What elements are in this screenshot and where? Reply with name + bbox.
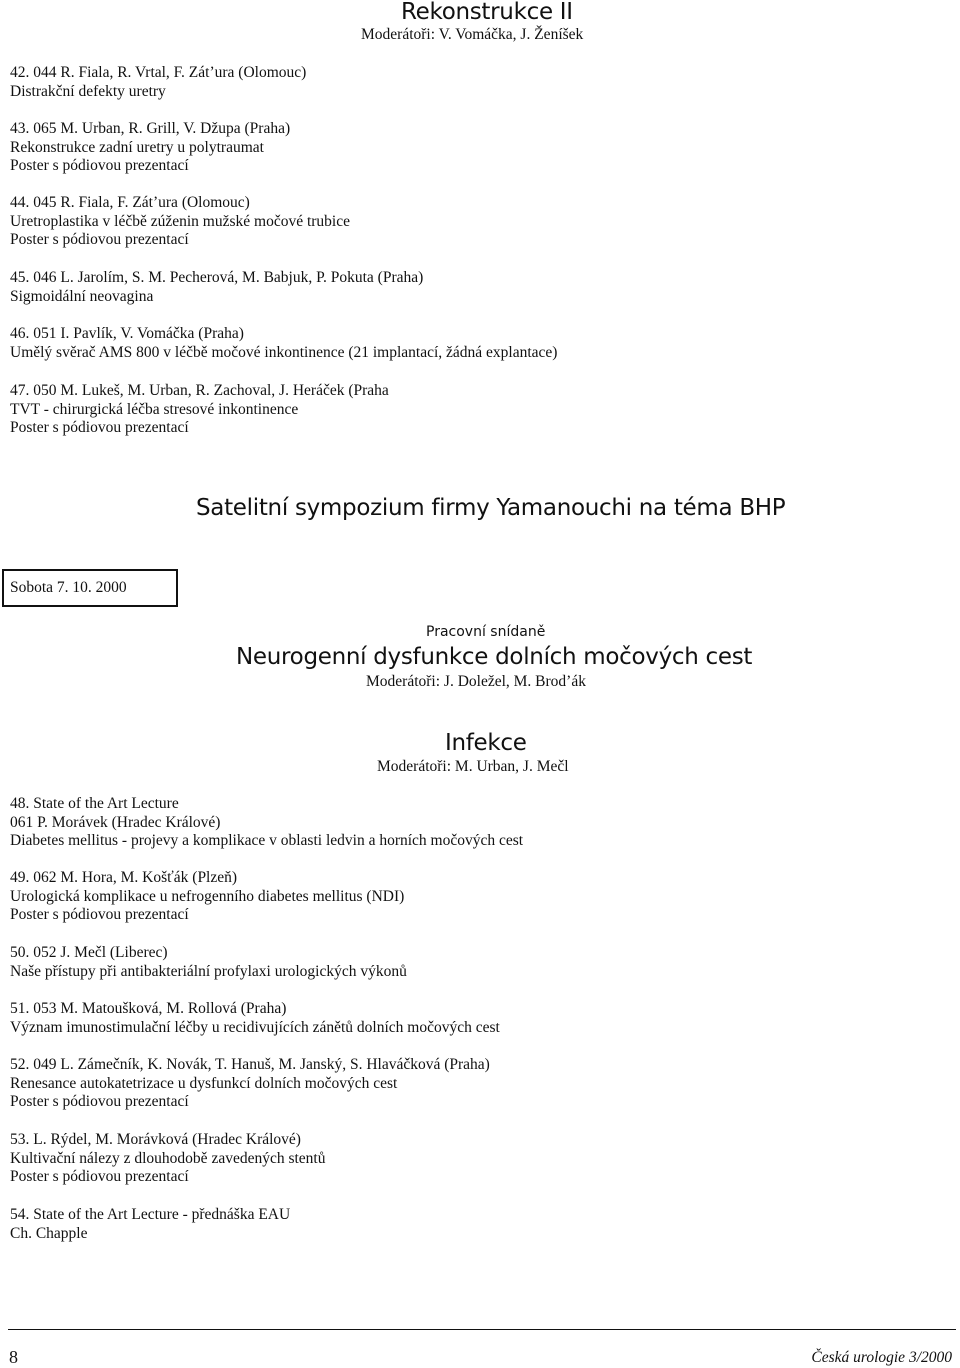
- entry-line: Uretroplastika v léčbě zúženin mužské močové trubice: [10, 212, 351, 230]
- infection-moderators: Moderátoři: M. Urban, J. Mečl: [377, 758, 569, 775]
- entry-line: Poster s pódiovou prezentací: [10, 231, 189, 249]
- program-entry-46: [10, 325, 557, 362]
- entry-line: Poster s pódiovou prezentací: [10, 1168, 189, 1186]
- program-entry-47: [10, 382, 389, 438]
- section-title-rekonstrukce: Rekonstrukce II: [401, 0, 573, 25]
- entry-line: Význam imunostimulační léčby u recidivujících zánětů dolních močových cest: [10, 1018, 500, 1036]
- symposium-title: Satelitní sympozium firmy Yamanouchi na téma BHP: [196, 495, 786, 521]
- entry-line: 061 P. Morávek (Hradec Králové): [10, 813, 221, 831]
- entry-line: Poster s pódiovou prezentací: [10, 157, 189, 175]
- program-entry-51: [10, 1000, 500, 1037]
- entry-line: Renesance autokatetrizace u dysfunkcí dolních močových cest: [10, 1074, 398, 1092]
- entry-line: Sigmoidální neovagina: [10, 287, 154, 305]
- entry-line: Poster s pódiovou prezentací: [10, 419, 189, 437]
- program-entry-53: [10, 1131, 326, 1187]
- program-entry-44: [10, 194, 350, 250]
- entry-line: Naše přístupy při antibakteriální profylaxi urologických výkonů: [10, 962, 407, 980]
- program-entry-45: [10, 269, 423, 306]
- entry-line: 45. 046 L. Jarolím, S. M. Pecherová, M. Babjuk, P. Pokuta (Praha): [10, 269, 424, 286]
- entry-line: 52. 049 L. Zámečník, K. Novák, T. Hanuš, M. Janský, S. Hlaváčková (Praha): [10, 1056, 490, 1073]
- program-entry-54: [10, 1206, 290, 1243]
- date-box: Sobota 7. 10. 2000: [2, 569, 178, 607]
- breakfast-moderators: Moderátoři: J. Doležel, M. Brod’ák: [366, 673, 586, 690]
- entry-line: 54. State of the Art Lecture - přednáška EAU: [10, 1206, 291, 1223]
- program-entry-48: [10, 795, 523, 851]
- entry-line: 51. 053 M. Matoušková, M. Rollová (Praha): [10, 1000, 287, 1017]
- entry-line: 44. 045 R. Fiala, F. Zát’ura (Olomouc): [10, 194, 250, 211]
- entry-line: 47. 050 M. Lukeš, M. Urban, R. Zachoval, J. Heráček (Praha: [10, 382, 389, 399]
- breakfast-label: Pracovní snídaně: [426, 624, 546, 640]
- entry-line: Ch. Chapple: [10, 1224, 88, 1242]
- entry-line: 48. State of the Art Lecture: [10, 795, 179, 812]
- journal-name: Česká urologie 3/2000: [811, 1349, 952, 1366]
- program-entry-43: [10, 120, 290, 176]
- entry-line: Poster s pódiovou prezentací: [10, 906, 189, 924]
- program-entry-49: [10, 869, 404, 925]
- entry-line: 49. 062 M. Hora, M. Košťák (Plzeň): [10, 869, 238, 886]
- section-moderators-rekonstrukce: Moderátoři: V. Vomáčka, J. Ženíšek: [361, 26, 584, 43]
- entry-line: TVT - chirurgická léčba stresové inkontinence: [10, 400, 299, 418]
- entry-line: 43. 065 M. Urban, R. Grill, V. Džupa (Praha): [10, 120, 291, 137]
- program-entry-42: [10, 64, 306, 101]
- footer-rule: [8, 1329, 956, 1330]
- entry-line: Rekonstrukce zadní uretry u polytraumat: [10, 138, 264, 156]
- program-entry-52: [10, 1056, 490, 1112]
- breakfast-title: Neurogenní dysfunkce dolních močových cest: [236, 644, 753, 670]
- page-number: 8: [9, 1347, 18, 1367]
- entry-line: Umělý svěrač AMS 800 v léčbě močové inkontinence (21 implantací, žádná explantace): [10, 343, 558, 361]
- entry-line: Diabetes mellitus - projevy a komplikace v oblasti ledvin a horních močových cest: [10, 832, 524, 850]
- entry-line: Urologická komplikace u nefrogenního diabetes mellitus (NDI): [10, 887, 405, 905]
- entry-line: 42. 044 R. Fiala, R. Vrtal, F. Zát’ura (Olomouc): [10, 64, 307, 81]
- entry-line: 46. 051 I. Pavlík, V. Vomáčka (Praha): [10, 325, 244, 342]
- infection-title: Infekce: [445, 730, 527, 756]
- entry-line: Poster s pódiovou prezentací: [10, 1093, 189, 1111]
- entry-line: 53. L. Rýdel, M. Morávková (Hradec Králové): [10, 1131, 301, 1148]
- entry-line: Distrakční defekty uretry: [10, 82, 166, 100]
- entry-line: 50. 052 J. Mečl (Liberec): [10, 944, 168, 961]
- program-entry-50: [10, 944, 407, 981]
- entry-line: Kultivační nálezy z dlouhodobě zavedených stentů: [10, 1149, 326, 1167]
